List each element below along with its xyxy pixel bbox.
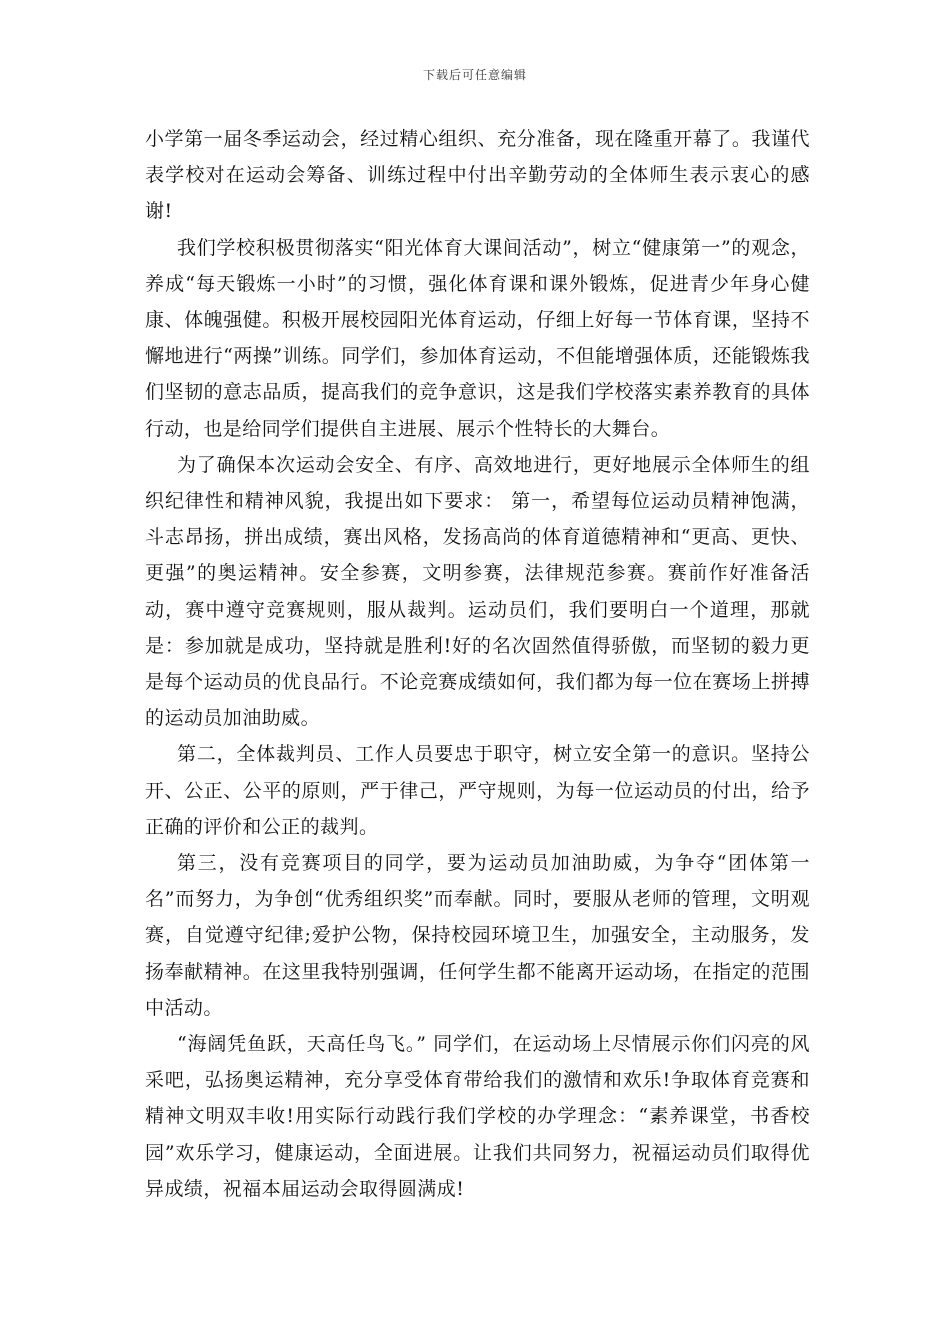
paragraph-requirements-referees: 第二，全体裁判员、工作人员要忠于职守，树立安全第一的意识。坚持公开、公正、公平的原则，严于律己，严守规则，为每一位运动员的付出，给予正确的评价和公正的裁判。 xyxy=(145,743,810,838)
document-body xyxy=(145,121,810,1207)
paragraph-requirements-spectators: 第三，没有竞赛项目的同学，要为运动员加油助威，为争夺“团体第一名”而努力，为争创“优秀组织奖”而奉献。同时，要服从老师的管理，文明观赛，自觉遵守纪律;爱护公物，保持校园环境卫生，加强安全，主动服务，发扬奉献精神。在这里我特别强调，任何学生都不能离开运动场，在指定的范围中活动。 xyxy=(145,852,810,1019)
paragraph-sunshine-sports: 我们学校积极贯彻落实“阳光体育大课间活动”，树立“健康第一”的观念，养成“每天锻炼一小时”的习惯，强化体育课和课外锻炼，促进青少年身心健康、体魄强健。积极开展校园阳光体育运动，仔细上好每一节体育课，坚持不懈地进行“两操”训练。同学们，参加体育运动，不但能增强体质，还能锻炼我们坚韧的意志品质，提高我们的竞争意识，这是我们学校落实素养教育的具体行动，也是给同学们提供自主进展、展示个性特长的大舞台。 xyxy=(145,236,810,440)
paragraph-requirements-athletes: 为了确保本次运动会安全、有序、高效地进行，更好地展示全体师生的组织纪律性和精神风貌，我提出如下要求： 第一，希望每位运动员精神饱满，斗志昂扬，拼出成绩，赛出风格，发扬高尚的体育道德精神和“更高、更快、更强”的奥运精神。安全参赛，文明参赛，法律规范参赛。赛前作好准备活动，赛中遵守竞赛规则，服从裁判。运动员们，我们要明白一个道理，那就是：参加就是成功，坚持就是胜利!好的名次固然值得骄傲，而坚韧的毅力更是每个运动员的优良品行。不论竞赛成绩如何，我们都为每一位在赛场上拼搏的运动员加油助威。 xyxy=(145,453,810,730)
paragraph-closing: “海阔凭鱼跃，天高任鸟飞。” 同学们，在运动场上尽情展示你们闪亮的风采吧，弘扬奥运精神，充分享受体育带给我们的激情和欢乐!争取体育竞赛和精神文明双丰收!用实际行动践行我们学校的办学理念：“素养课堂，书香校园”欢乐学习，健康运动，全面进展。让我们共同努力，祝福运动员们取得优异成绩，祝福本届运动会取得圆满成! xyxy=(145,1033,810,1200)
page-header-note: 下载后可任意编辑 xyxy=(422,68,527,82)
paragraph-opening: 小学第一届冬季运动会，经过精心组织、充分准备，现在隆重开幕了。我谨代表学校对在运动会筹备、训练过程中付出辛勤劳动的全体师生表示衷心的感谢! xyxy=(145,128,810,223)
